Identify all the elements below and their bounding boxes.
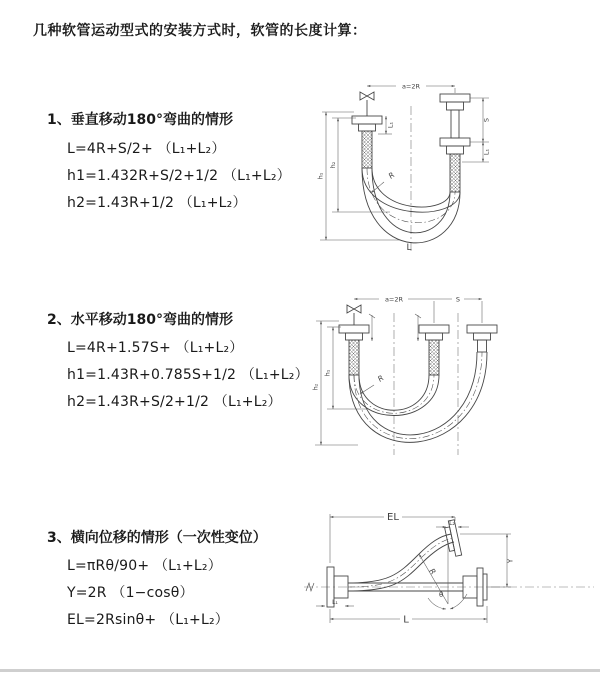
valve-icon [347, 305, 361, 313]
section-2-formula-L: L=4R+1.57S+ （L₁+L₂） [67, 340, 244, 356]
label-fitting-l2: L₂ [449, 520, 455, 527]
braided-hose-section [450, 154, 460, 192]
label-height-h2: h₂ [311, 383, 320, 391]
label-stroke-s: S [482, 117, 491, 123]
pipe-break-icon [306, 583, 314, 591]
label-width-a2r: a=2R [401, 82, 421, 91]
diagram-horizontal-180-bend [308, 287, 600, 465]
label-height-h1: h₁ [316, 172, 325, 180]
diagram-3-svg [298, 505, 600, 641]
section-1-formula-h2: h2=1.43R+1/2 （L₁+L₂） [67, 195, 247, 211]
label-fitting-l1-left: L₁ [386, 121, 395, 129]
section-2-formula-h1: h1=1.43R+0.785S+1/2 （L₁+L₂） [67, 367, 309, 383]
centerline-horizontal [304, 583, 594, 591]
label-height-h1: h₁ [323, 369, 332, 377]
section-1-formula-L: L=4R+S/2+ （L₁+L₂） [67, 141, 226, 157]
section-2-formula-h2: h2=1.43R+S/2+1/2 （L₁+L₂） [67, 394, 282, 410]
hose-curves [348, 534, 454, 591]
diagram-1-svg [312, 72, 600, 254]
braided-hose-section [362, 131, 372, 168]
diagram-2-svg [308, 287, 600, 465]
section-1-formula-h1: h1=1.432R+S/2+1/2 （L₁+L₂） [67, 168, 291, 184]
section-3-formula-L: L=πRθ/90+ （L₁+L₂） [67, 558, 222, 574]
dimension-lines [315, 296, 482, 446]
label-stroke-s: S [455, 295, 461, 304]
section-3-formula-EL: EL=2Rsinθ+ （L₁+L₂） [67, 612, 229, 628]
label-fitting-l1-right: L₁ [482, 148, 491, 156]
label-height-h2: h₂ [329, 161, 337, 169]
pipe-fittings [327, 520, 487, 607]
dimension-labels [317, 83, 491, 254]
label-width-a2r: a=2R [384, 295, 404, 304]
label-fitting-l1: L₁ [332, 599, 338, 606]
label-radius-r: R [386, 170, 397, 181]
section-1-heading: 1、垂直移动180°弯曲的情形 [47, 112, 233, 128]
section-3-heading: 3、横向位移的情形（一次性变位） [47, 530, 267, 546]
label-span-el: EL [387, 512, 399, 523]
diagram-lateral-displacement [298, 505, 600, 641]
label-radius-r: R [427, 566, 438, 577]
page-title: 几种软管运动型式的安装方式时，软管的长度计算： [33, 23, 367, 39]
section-3-formula-Y: Y=2R （1−cosθ） [67, 585, 194, 601]
label-length-l: L [403, 614, 409, 626]
centerlines-vertical [394, 313, 458, 455]
braided-hose-section [429, 340, 439, 375]
braided-hose-section [349, 340, 359, 375]
label-length-l: L [406, 243, 412, 253]
section-2-heading: 2、水平移动180°弯曲的情形 [47, 312, 233, 328]
page-edge-shadow [0, 669, 600, 672]
diagram-vertical-180-bend [312, 72, 600, 254]
label-rise-y: Y [506, 558, 515, 564]
valve-icon [360, 92, 374, 100]
hose-curves [349, 352, 487, 442]
label-radius-r: R [375, 373, 386, 384]
label-angle-theta: θ [439, 591, 444, 599]
